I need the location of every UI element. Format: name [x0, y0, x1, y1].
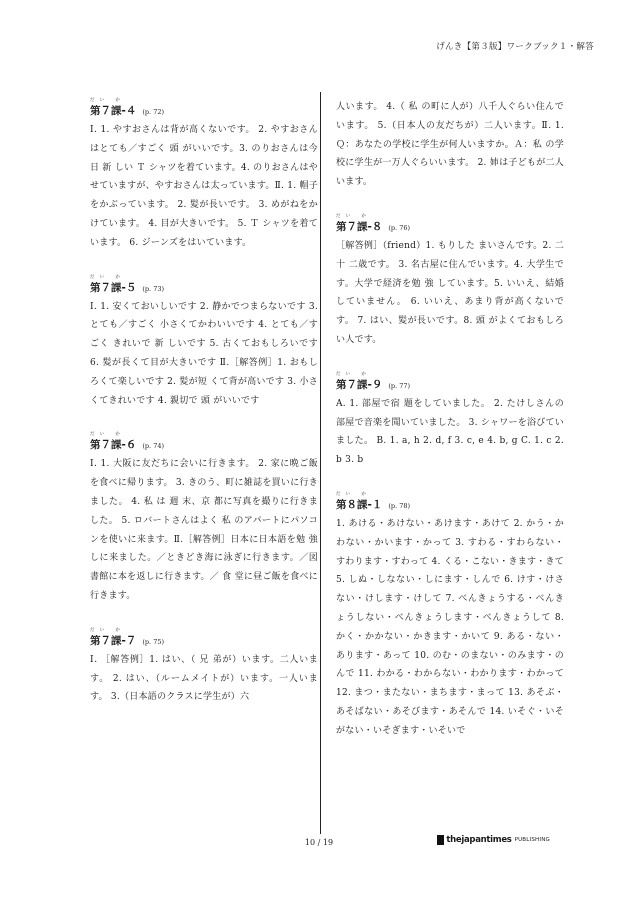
- page-header: げんき【第３版】ワークブック１・解答: [436, 42, 594, 52]
- lesson-heading: [90, 437, 318, 452]
- lesson-section: [90, 275, 318, 411]
- lesson-title: 第７課-７: [90, 634, 137, 647]
- answer-text: Ⅰ. 1. やすおさんは背が高くないです。 2. やすおさんはとても／すごく 頭 がいいです。3. のりおさんは今日 新 しい Ｔ シャツを着ています。4. のりおさんはやせていますが、やすおさんは太っています。Ⅱ. 1. 帽子をかぶっています。 2. 髪が長いです。 3. めがねをかけています。 4. 目が大きいです。 5. Ｔ シャツを着ています。 6. ジーンズをはいています。: [90, 125, 318, 248]
- lesson-furigana: だい か: [90, 627, 125, 633]
- lesson-title: 第７課-４: [90, 105, 137, 117]
- lesson-title: 第７課-５: [90, 281, 137, 294]
- answer-text: Ⅰ. 1. 安くておいしいです 2. 静かでつまらないです 3. とても／すごく 小さくてかわいいです 4. とても／すごく きれいで 新 しいです 5. 古くておもしろいです 6. 髪が長くて目が大きいです Ⅱ.［解答例］1. おもしろくて楽しいです 2. 髪が短 くて背が高いです 3. 小さくてきれいです 4. 親切で 頭 がいいです: [90, 301, 318, 406]
- lesson-section: [90, 628, 318, 707]
- lesson-furigana: だい か: [336, 491, 371, 497]
- lesson-title: 第８課-１: [336, 498, 383, 511]
- lesson-section: [90, 98, 318, 253]
- answer-text: A. 1. 部屋で宿 題をしていました。 2. たけしさんの部屋で音楽を聞いていました。 3. シャワーを浴びていました。 B. 1. a, h 2. d, f 3. c, e 4. b, g C. 1. c 2. b 3. b: [336, 398, 564, 466]
- lesson-heading: [90, 633, 318, 648]
- logo-brand: thejapantimes: [446, 835, 512, 845]
- page-reference: (p. 74): [142, 442, 164, 451]
- lesson-section: [336, 98, 564, 192]
- page-reference: (p. 73): [142, 284, 164, 293]
- answer-text: 人います。 4.（ 私 の町に人が）八千人ぐらい住んでいます。 5.（日本人の友だちが）二人います。Ⅱ. 1. Ｑ：あなたの学校に学生が何人いますか。Ａ：私 の学校に学生が一万人ぐらいいます。 2. 姉は子どもが二人います。: [336, 102, 564, 188]
- logo-publisher: PUBLISHING: [514, 837, 550, 843]
- answer-text: Ⅰ. ［解答例］1. はい、（ 兄 弟が）います。二人います。 2. はい、（ルームメイトが）います。一人います。 3.（日本語のクラスに学生が）六: [90, 654, 318, 703]
- column-divider: [320, 92, 321, 834]
- logo-mark-icon: [437, 835, 444, 845]
- answer-text: Ⅰ. 1. 大阪に友だちに会いに行きます。 2. 家に晩ご飯を食べに帰ります。 3. きのう、町に雑誌を買いに行きました。 4. 私 は 週 末、京 都に写真を撮りに行きました。 5. ロバートさんはよく 私 のアパートにパソコンを使いに来ます。Ⅱ.［解答例］日本に日本語を勉 強 しに来ました。／ときどき海に泳ぎに行きます。／図書館に本を返しに行きます。／ 食 堂に昼ご飯を食べに行きます。: [90, 459, 318, 601]
- page-reference: (p. 78): [388, 501, 410, 510]
- lesson-heading: [336, 377, 564, 392]
- publisher-logo: [437, 835, 550, 845]
- lesson-heading: [90, 103, 318, 118]
- lesson-section: [336, 492, 564, 741]
- lesson-heading: [336, 219, 564, 234]
- lesson-heading: [90, 280, 318, 295]
- lesson-section: [90, 432, 318, 605]
- right-column: [336, 98, 564, 763]
- page-reference: (p. 72): [142, 108, 164, 116]
- lesson-furigana: だい か: [336, 371, 371, 377]
- page-reference: (p. 77): [388, 381, 410, 390]
- page-reference: (p. 76): [388, 223, 410, 232]
- lesson-section: [336, 372, 564, 470]
- lesson-furigana: だい か: [336, 213, 371, 219]
- answer-text: 1. あける・あけない・あけます・あけて 2. かう・かわない・かいます・かって 3. すわる・すわらない・すわります・すわって 4. くる・こない・きます・きて 5. しぬ・しなない・しにます・しんで 6. けす・けさない・けします・けして 7. べんきょうする・べんきょうしない・べんきょうします・べんきょうして 8. かく・かかない・かきます・かいて 9. ある・ない・あります・あって 10. のむ・のまない・のみます・のんで 11. わかる・わからない・わかります・わかって 12. まつ・またない・まちます・まって 13. あそぶ・あそばない・あそびます・あそんで 14. いそぐ・いそがない・いそぎます・いそいで: [336, 518, 564, 736]
- lesson-section: [336, 214, 564, 350]
- lesson-furigana: だい か: [90, 98, 125, 103]
- answer-text: ［解答例］（friend）1. もりした まいさんです。2. 二 十 二歳です。 3. 名古屋に住んでいます。4. 大学生です。大学で経済を勉 強 しています。5. いいえ、結婚していません。 6. いいえ、あまり背が高くないです。 7. はい、髪が長いです。8. 頭 がよくておもしろい人です。: [336, 240, 564, 345]
- lesson-furigana: だい か: [90, 274, 125, 280]
- left-column: [90, 98, 318, 729]
- lesson-heading: [336, 497, 564, 512]
- lesson-title: 第７課-６: [90, 439, 137, 452]
- lesson-title: 第７課-９: [336, 378, 383, 391]
- page-reference: (p. 75): [142, 637, 164, 646]
- page-number: 10 / 19: [304, 838, 334, 847]
- lesson-title: 第７課-８: [336, 220, 383, 233]
- lesson-furigana: だい か: [90, 432, 125, 438]
